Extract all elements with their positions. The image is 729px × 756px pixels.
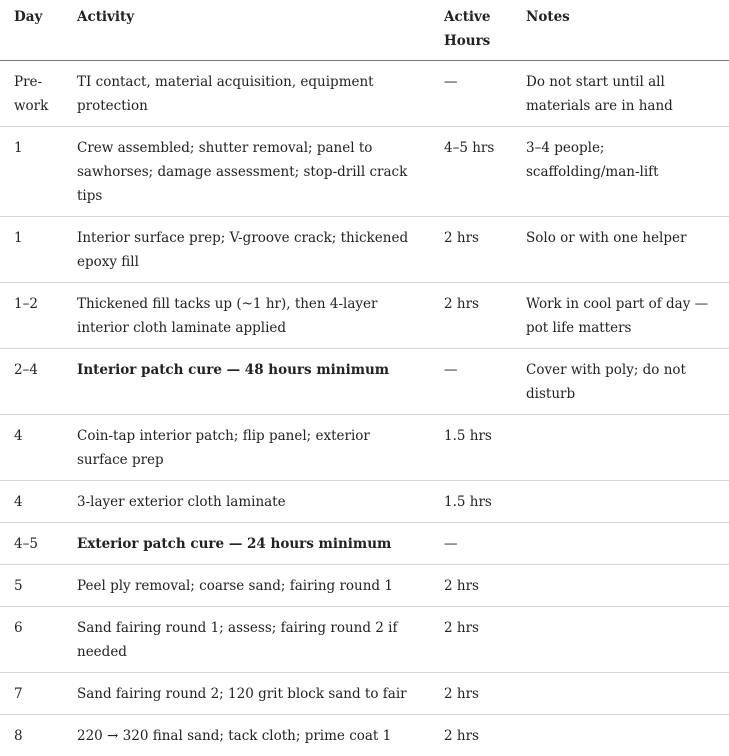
cell-day: 4 <box>0 481 64 523</box>
cell-active-hours: 2 hrs <box>431 283 513 349</box>
cell-activity: Sand fairing round 1; assess; fairing round 2 if needed <box>64 607 431 673</box>
cell-active-hours: 1.5 hrs <box>431 415 513 481</box>
cell-day: 1–2 <box>0 283 64 349</box>
table-row <box>0 217 729 283</box>
cell-notes <box>513 673 729 715</box>
cell-activity: Thickened fill tacks up (~1 hr), then 4-layer interior cloth laminate applied <box>64 283 431 349</box>
cell-day: 8 <box>0 715 64 756</box>
cell-day: Pre-work <box>0 61 64 127</box>
cell-day: 1 <box>0 127 64 217</box>
table-row <box>0 673 729 715</box>
table-row <box>0 565 729 607</box>
cell-activity: Interior patch cure — 48 hours minimum <box>64 349 431 415</box>
cell-activity: TI contact, material acquisition, equipment protection <box>64 61 431 127</box>
table-row <box>0 607 729 673</box>
cell-notes: Cover with poly; do not disturb <box>513 349 729 415</box>
cell-activity: Exterior patch cure — 24 hours minimum <box>64 523 431 565</box>
cell-notes <box>513 565 729 607</box>
cell-notes <box>513 415 729 481</box>
cell-activity: 220 → 320 final sand; tack cloth; prime coat 1 <box>64 715 431 756</box>
cell-notes: Do not start until all materials are in hand <box>513 61 729 127</box>
cell-notes <box>513 607 729 673</box>
header-notes: Notes <box>513 0 729 61</box>
cell-active-hours: 4–5 hrs <box>431 127 513 217</box>
cell-notes <box>513 715 729 756</box>
table-row <box>0 715 729 756</box>
cell-day: 4 <box>0 415 64 481</box>
table-row <box>0 523 729 565</box>
table-body <box>0 61 729 756</box>
cell-active-hours: 2 hrs <box>431 673 513 715</box>
table-header <box>0 0 729 61</box>
table-row <box>0 127 729 217</box>
table-row <box>0 349 729 415</box>
cell-day: 6 <box>0 607 64 673</box>
cell-active-hours: — <box>431 523 513 565</box>
cell-notes: 3–4 people; scaffolding/man-lift <box>513 127 729 217</box>
cell-day: 4–5 <box>0 523 64 565</box>
cell-notes <box>513 523 729 565</box>
cell-day: 7 <box>0 673 64 715</box>
cell-active-hours: 2 hrs <box>431 217 513 283</box>
cell-day: 5 <box>0 565 64 607</box>
header-day: Day <box>0 0 64 61</box>
cell-activity: Coin-tap interior patch; flip panel; exterior surface prep <box>64 415 431 481</box>
table-row <box>0 481 729 523</box>
cell-activity: Crew assembled; shutter removal; panel to sawhorses; damage assessment; stop-drill crack tips <box>64 127 431 217</box>
cell-notes: Work in cool part of day — pot life matters <box>513 283 729 349</box>
header-activity: Activity <box>64 0 431 61</box>
cell-activity: Peel ply removal; coarse sand; fairing round 1 <box>64 565 431 607</box>
cell-active-hours: 2 hrs <box>431 715 513 756</box>
cell-notes <box>513 481 729 523</box>
cell-active-hours: 1.5 hrs <box>431 481 513 523</box>
cell-active-hours: — <box>431 61 513 127</box>
header-row <box>0 0 729 61</box>
cell-active-hours: 2 hrs <box>431 607 513 673</box>
cell-activity: Sand fairing round 2; 120 grit block sand to fair <box>64 673 431 715</box>
cell-active-hours: — <box>431 349 513 415</box>
table-row <box>0 415 729 481</box>
header-active-hours: Active Hours <box>431 0 513 61</box>
cell-day: 2–4 <box>0 349 64 415</box>
cell-activity: Interior surface prep; V-groove crack; thickened epoxy fill <box>64 217 431 283</box>
table-row <box>0 283 729 349</box>
cell-activity: 3-layer exterior cloth laminate <box>64 481 431 523</box>
cell-active-hours: 2 hrs <box>431 565 513 607</box>
cell-day: 1 <box>0 217 64 283</box>
cell-notes: Solo or with one helper <box>513 217 729 283</box>
table-row <box>0 61 729 127</box>
